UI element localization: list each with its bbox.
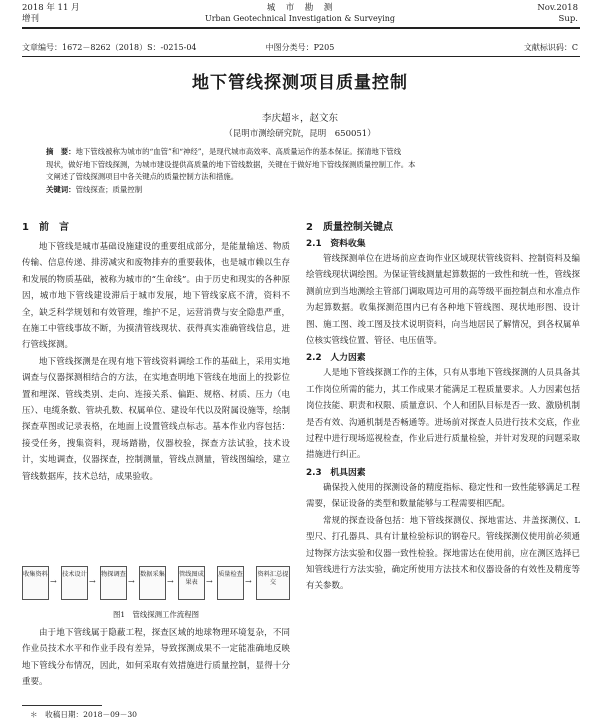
abstract-line-1: 地下管线被称为城市的“血管”和“神经”，是现代城市高效率、高质量运作的基本保证。探清地下管线 [75, 147, 402, 156]
paragraph-intro-1: 地下管线是城市基础设施建设的重要组成部分，是能量输送、物质传输、信息传递、排涝减灾和废物排弃的重要载体，也是城市赖以生存和发展的物质基础，被称为城市的“生命线”。由于历史和现实的各种原因，城市地下管线建设滞后于城市发展，地下管线家底不清，资料不全，缺乏科学规划和有效管理，维护不足，运营消费与安全隐患严重，在施工中管线事故不断，为摸清管线现状、获得真实准确管线信息，进行管线探测。 [22, 242, 290, 351]
footnote-rule [22, 705, 102, 706]
paragraph-data-collection: 管线探测单位在进场前应查询作业区域现状管线资料、控制资料及编绘管线现状调绘图。为保证管线测量起算数据的一致性和统一性，管线探测前应到当地测绘主管部门调取周边可用的高等级平面控制点和水准点作为起算数据。收集探测范围内已有各种地下管线图、现状地形图、设计图、施工图、竣工图及技术说明资料，向当地居民了解情况，到各权属单位核实管线位置、管径、电压值等。 [306, 254, 580, 347]
section-2-1-heading: 2.1 资料收集 [306, 239, 366, 249]
flow-step-check: 质量检查 [217, 566, 244, 600]
flow-step-survey: 物探调查 [100, 566, 127, 600]
flow-arrow-icon: → [128, 577, 135, 586]
meta-rule [22, 56, 580, 57]
left-column [22, 221, 290, 485]
flow-step-data: 数据采集 [139, 566, 166, 600]
right-column [306, 221, 580, 595]
header-date: 2018 年 11 月 [22, 3, 80, 13]
section-2-2-heading: 2.2 人力因素 [306, 353, 366, 364]
abstract-line-3: 文阐述了管线探测项目中各关键点的质量控制方法和措施。 [46, 172, 239, 182]
paragraph-human-factors: 人是地下管线探测工作的主体，只有从事地下管线探测的人员具备其工作岗位所需的能力，其工作成果才能满足工程质量要求。人力因素包括岗位技能、职责和权限、质量意识、个人和团队目标是否一致、激励机制是否有效、沟通机制是否畅通等。进场前对探查人员进行技术交底，作业过程中进行现场巡视检查，作业后进行质量检验，并针对发现的问题采取措施进行纠正。 [306, 368, 580, 461]
flow-arrow-icon: → [89, 577, 96, 586]
flow-arrow-icon: → [245, 577, 252, 586]
flow-arrow-icon: → [206, 577, 213, 586]
flow-arrow-icon: → [50, 577, 57, 586]
header-date-en: Nov.2018 [537, 3, 578, 13]
flow-step-collect: 收集资料 [22, 566, 49, 600]
section-2-3-heading: 2.3 机具因素 [306, 467, 366, 478]
workflow-figure [22, 566, 290, 602]
flow-step-maps: 管线图成果表 [178, 566, 205, 600]
header-rule [22, 27, 580, 29]
abstract [46, 146, 556, 196]
keywords: 管线探查；质量控制 [75, 184, 143, 194]
header-supplement-en: Sup. [558, 14, 578, 24]
section-1-heading: 1 前 言 [22, 222, 69, 233]
header-supplement: 增刊 [22, 14, 40, 24]
paragraph-equipment-1: 确保投入使用的探测设备的精度指标、稳定性和一致性能够满足工程需要，保证设备的类型和数量能够与工程需要相匹配。 [306, 482, 580, 510]
classification-number: 中图分类号：P205 [265, 43, 335, 52]
authors: 李庆超＊，赵文东 [261, 113, 338, 124]
article-number: 文章编号：1672－8262（2018）S：-0215-04 [22, 43, 197, 52]
paragraph-equipment-2: 常规的探查设备包括：地下管线探测仪、探地雷达、井盖探测仪、L型尺、打孔器具、具有计量检验标识的钢卷尺。管线探测仪使用前必须通过物探方法实验和仪器一致性检验。探地雷达在使用前，应在测区选择已知管线进行方法实验，确定所使用方法技术和仪器设备的有效性及精度等有关参数。 [306, 515, 580, 592]
abstract-line-2: 现状，做好地下管线探测，为城市建设提供高质量的地下管线数据，关键在于做好地下管线探测质量控制工作。本 [46, 159, 416, 169]
document-code: 文献标识码：C [523, 43, 578, 52]
keywords-label: 关键词： [46, 184, 76, 194]
left-column-continued [22, 625, 290, 691]
paper-title: 地下管线探测项目质量控制 [192, 73, 408, 93]
paragraph-intro-2: 地下管线探测是在现有地下管线资料调绘工作的基础上，采用实地调查与仪器探测相结合的方法，在实地查明地下管线在地面上的投影位置和埋深、管线类别、走向、连接关系、偏距、规格、材质、压力（电压）、电缆条数、管块孔数、权属单位、建设年代以及附属设施等，绘制探查草图或记录表格，在地面上设置管线点标志。基本作业内容包括：接受任务，搜集资料，现场踏勘，仪器校验，探查方法试验，技术设计，实地调查，仪器探查，控制测量，管线点测量，管线图编绘，建立管线数据库，技术总结，成果验收。 [22, 356, 290, 482]
flow-step-design: 技术设计 [61, 566, 88, 600]
flow-step-submit: 资料汇总提交 [256, 566, 290, 600]
journal-name-cn: 城 市 勘 测 [266, 3, 334, 13]
abstract-label: 摘 要： [46, 147, 76, 156]
affiliation: （昆明市测绘研究院，昆明 650051） [224, 129, 376, 139]
flow-arrow-icon: → [167, 577, 174, 586]
figure-caption: 图1 管线探测工作流程图 [112, 610, 199, 619]
journal-name-en: Urban Geotechnical Investigation & Surveying [204, 14, 396, 23]
footnote-received-date: ＊ 收稿日期：2018－09－30 [30, 710, 137, 719]
section-2-heading: 2 质量控制关键点 [306, 222, 393, 233]
paragraph-intro-3: 由于地下管线属于隐蔽工程，探查区域的地球物理环境复杂，不同作业员技术水平和作业手段有差异，导致探测成果不一定能准确地反映地下管线分布情况，因此，如何采取有效措施进行质量控制，显得十分重要。 [22, 628, 290, 688]
